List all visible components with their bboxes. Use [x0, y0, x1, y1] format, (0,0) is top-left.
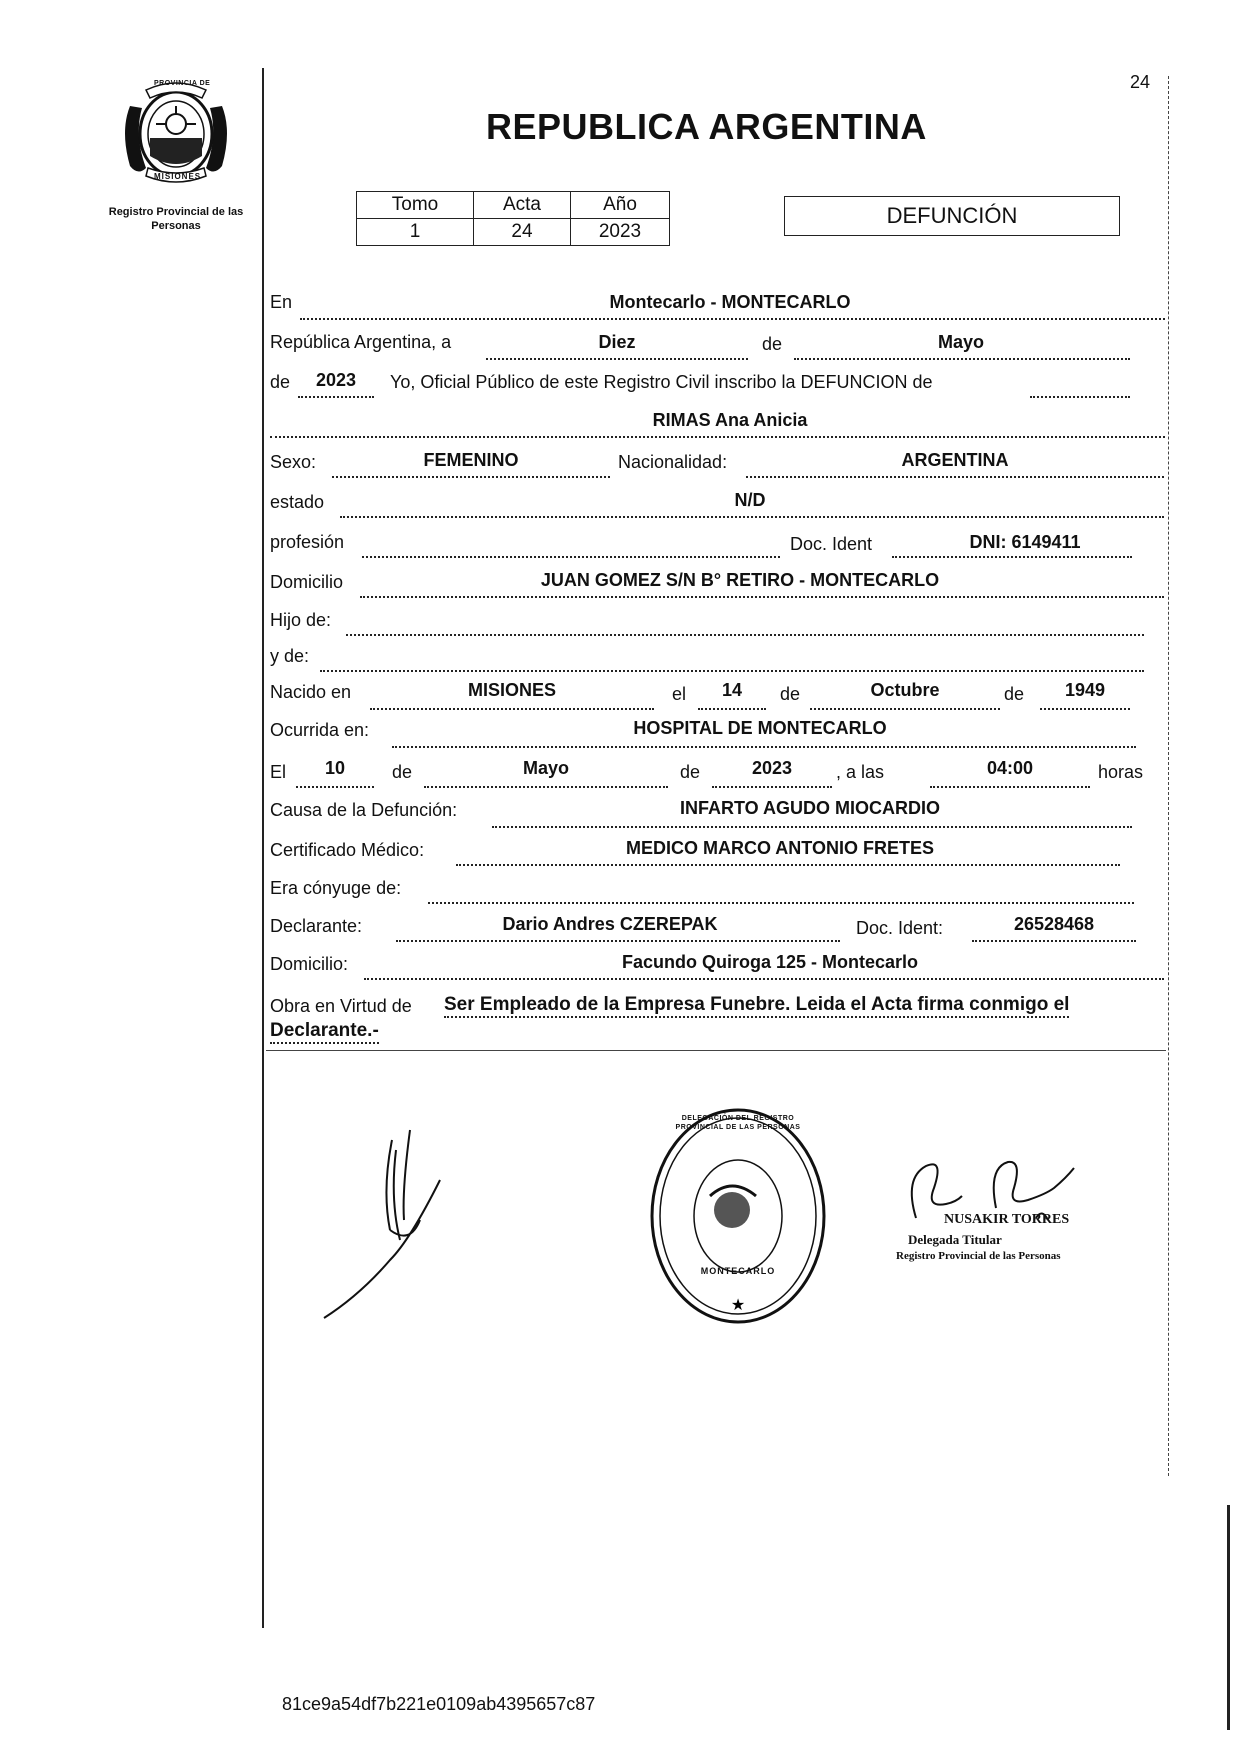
- ocurrida-value: HOSPITAL DE MONTECARLO: [633, 718, 887, 738]
- domicilio-label: Domicilio: [270, 572, 344, 592]
- sexo-dotline: [332, 476, 610, 478]
- declarante-value: Dario Andres CZEREPAK: [502, 914, 718, 934]
- left-margin-line: [262, 68, 264, 1628]
- birth-de2-label: de: [1004, 684, 1025, 704]
- declarante-doc-dotline: [972, 940, 1136, 942]
- table-row: [357, 192, 670, 219]
- doc-ident-dotline: [892, 556, 1132, 558]
- nacido-label: Nacido en: [270, 682, 352, 702]
- birth-year: 1949: [1064, 680, 1106, 700]
- page-number: 24: [1130, 72, 1151, 92]
- obra-value-line1: Ser Empleado de la Empresa Funebre. Leida el Acta firma conmigo el: [444, 994, 1069, 1018]
- en-dotline: [300, 318, 1165, 320]
- birth-day-dotline: [698, 708, 766, 710]
- birth-year-dotline: [1040, 708, 1130, 710]
- a-las-label: , a las: [836, 762, 885, 782]
- conyuge-dotline: [428, 902, 1134, 904]
- certificado-dotline: [456, 864, 1120, 866]
- domicilio2-label: Domicilio:: [270, 954, 349, 974]
- declarant-signature-icon: [320, 1120, 460, 1320]
- death-month-dotline: [424, 786, 668, 788]
- declarante-doc-value: 26528468: [1013, 914, 1095, 934]
- en-label: En: [270, 292, 293, 312]
- official-stamp-name: NUSAKIR TORRES: [944, 1212, 1070, 1227]
- table-header-ano: Año: [571, 192, 670, 219]
- name-dotline: [270, 436, 1165, 438]
- estado-label: estado: [270, 492, 325, 512]
- table-row: [357, 219, 670, 246]
- table-header-tomo: Tomo: [357, 192, 474, 219]
- death-year: 2023: [751, 758, 793, 778]
- obra-label: Obra en Virtud de: [270, 996, 412, 1016]
- deceased-name: RIMAS Ana Anicia: [652, 410, 808, 430]
- conyuge-label: Era cónyuge de:: [270, 878, 402, 898]
- death-time-dotline: [930, 786, 1090, 788]
- y-de-dotline: [320, 670, 1144, 672]
- birth-de1-label: de: [780, 684, 801, 704]
- domicilio2-value: Facundo Quiroga 125 - Montecarlo: [621, 952, 919, 972]
- seal-ring-text: DELEGACIÓN DEL REGISTRO PROVINCIAL DE LAS PERSONAS: [675, 1115, 801, 1131]
- svg-text:★: ★: [730, 1295, 746, 1314]
- inscribe-text: Yo, Oficial Público de este Registro Civil inscribo la DEFUNCION de: [390, 372, 933, 392]
- document-type: DEFUNCIÓN: [886, 203, 1018, 228]
- sexo-label: Sexo:: [270, 452, 317, 472]
- hijo-dotline: [346, 634, 1144, 636]
- de-label: de: [762, 334, 783, 354]
- official-stamp-office: Registro Provincial de las Personas: [896, 1250, 1061, 1262]
- hijo-label: Hijo de:: [270, 610, 332, 630]
- horas-label: horas: [1098, 762, 1144, 782]
- death-month: Mayo: [522, 758, 569, 778]
- nacionalidad-label: Nacionalidad:: [618, 452, 728, 472]
- nacionalidad-dotline: [746, 476, 1164, 478]
- death-time: 04:00: [986, 758, 1034, 778]
- seal-center-text: MONTECARLO: [700, 1266, 776, 1276]
- section-divider: [266, 1050, 1166, 1051]
- en-value: Montecarlo - MONTECARLO: [609, 292, 851, 312]
- page-title: REPUBLICA ARGENTINA: [486, 106, 927, 147]
- sexo-value: FEMENINO: [423, 450, 519, 470]
- birth-month-dotline: [810, 708, 1000, 710]
- el-label: el: [672, 684, 687, 704]
- death-year-dotline: [712, 786, 832, 788]
- causa-dotline: [492, 826, 1132, 828]
- day-dotline: [486, 358, 748, 360]
- declarante-label: Declarante:: [270, 916, 363, 936]
- estado-value: N/D: [734, 490, 766, 510]
- birth-day: 14: [721, 680, 743, 700]
- right-edge-bar: [1227, 1505, 1230, 1730]
- y-de-label: y de:: [270, 646, 310, 666]
- footer-hash: 81ce9a54df7b221e0109ab4395657c87: [282, 1694, 596, 1714]
- domicilio-value: JUAN GOMEZ S/N B° RETIRO - MONTECARLO: [540, 570, 940, 590]
- emblem-top-text: PROVINCIA DE: [154, 80, 211, 87]
- republica-label: República Argentina, a: [270, 332, 452, 352]
- day-value: Diez: [598, 332, 636, 352]
- death-day-dotline: [296, 786, 374, 788]
- official-stamp-title: Delegada Titular: [908, 1232, 1002, 1247]
- death-de1-label: de: [392, 762, 413, 782]
- el2-label: El: [270, 762, 287, 782]
- registry-seal-icon: [648, 1106, 828, 1326]
- estado-dotline: [340, 516, 1164, 518]
- table-value-tomo: 1: [357, 219, 474, 246]
- inscribe-dotline: [1030, 396, 1130, 398]
- domicilio2-dotline: [364, 978, 1164, 980]
- document-type-box: [784, 196, 1120, 236]
- death-day: 10: [324, 758, 346, 778]
- table-header-acta: Acta: [474, 192, 571, 219]
- nacionalidad-value: ARGENTINA: [901, 450, 1009, 470]
- causa-label: Causa de la Defunción:: [270, 800, 458, 820]
- declarante-doc-label: Doc. Ident:: [856, 918, 944, 938]
- causa-value: INFARTO AGUDO MIOCARDIO: [680, 798, 940, 818]
- declarante-dotline: [396, 940, 840, 942]
- year-prefix-label: de: [270, 372, 291, 392]
- certificado-value: MEDICO MARCO ANTONIO FRETES: [625, 838, 934, 858]
- nacido-dotline: [370, 708, 654, 710]
- ocurrida-label: Ocurrida en:: [270, 720, 370, 740]
- emblem-bottom-text: MISIONES: [154, 172, 202, 181]
- profesion-dotline: [362, 556, 780, 558]
- certificado-label: Certificado Médico:: [270, 840, 425, 860]
- birth-month: Octubre: [870, 680, 940, 700]
- domicilio-dotline: [360, 596, 1164, 598]
- province-emblem-icon: [116, 76, 236, 191]
- nacido-value: MISIONES: [467, 680, 556, 700]
- year-value: 2023: [315, 370, 357, 390]
- right-margin-line: [1168, 76, 1169, 1476]
- profesion-label: profesión: [270, 532, 345, 552]
- month-dotline: [794, 358, 1130, 360]
- death-de2-label: de: [680, 762, 701, 782]
- registry-name: Registro Provincial de las Personas: [108, 206, 244, 232]
- doc-ident-label: Doc. Ident: [790, 534, 873, 554]
- obra-value-line2: Declarante.-: [270, 1020, 379, 1044]
- table-value-acta: 24: [474, 219, 571, 246]
- table-value-ano: 2023: [571, 219, 670, 246]
- record-table: [356, 191, 670, 246]
- month-value: Mayo: [937, 332, 984, 352]
- ocurrida-dotline: [392, 746, 1136, 748]
- doc-ident-value: DNI: 6149411: [969, 532, 1081, 552]
- year-dotline: [298, 396, 374, 398]
